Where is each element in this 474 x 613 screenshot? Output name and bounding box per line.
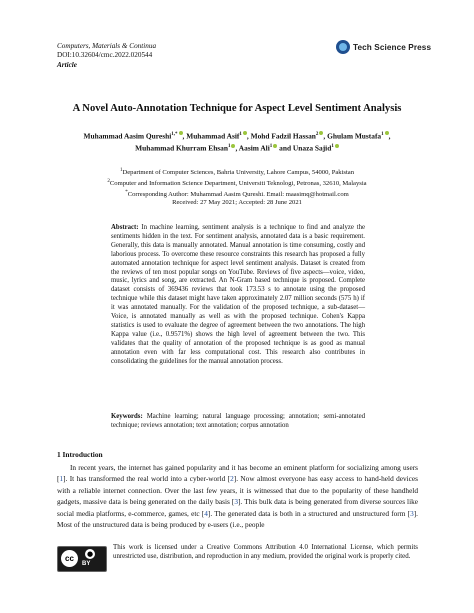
article-type: Article bbox=[57, 60, 77, 69]
orcid-icon[interactable] bbox=[243, 131, 247, 135]
citation-link[interactable]: 1 bbox=[59, 474, 64, 484]
author-sup: 1 bbox=[239, 132, 242, 137]
cc-by-badge[interactable] bbox=[57, 546, 107, 572]
keywords-label: Keywords: bbox=[111, 413, 143, 420]
orcid-icon[interactable] bbox=[179, 131, 183, 135]
affiliation-1: $^1$Department of Computer Sciences, Bahria University, Lahore Campus, 54000, Pakistan bbox=[119, 168, 355, 177]
orcid-icon[interactable] bbox=[273, 144, 277, 148]
cc-icon: cc bbox=[61, 550, 78, 567]
author-name: Muhammad Aasim Qureshi bbox=[83, 131, 172, 141]
author-sup: 1,* bbox=[171, 132, 178, 137]
citation-link[interactable]: 3 bbox=[410, 508, 414, 518]
cc-by-label: BY bbox=[82, 561, 91, 567]
orcid-icon[interactable] bbox=[319, 131, 323, 135]
author-list bbox=[40, 129, 434, 154]
journal-header bbox=[57, 42, 156, 70]
abstract-text: In machine learning, sentiment analysis is a technique to find and analyze the sentiments hidden in the text. For sentiment analysis, annotated data is a basic requirement. Generally, this data is manually annotated. Manual annotation is time consuming, costly and laborious process. To overcome these resource constraints this research has proposed a fully automated annotation technique for aspect level sentiment analysis. Dataset is created from the reviews of ten most popular songs on YouTube. Reviews of five aspects—voice, video, music, lyrics and song, are extracted. An N-Gram based technique is proposed. Complete dataset consists of 369436 reviews that took 173.53 s to annotate using the proposed technique while this dataset might have taken approximately 2.07 million seconds (575 h) if it was annotated manually. For the validation of the proposed technique, a sub-dataset—Voice, is annotated manually as well as with the proposed technique. Cohen's Kappa statistics is used to evaluate the degree of agreement between the two annotations. The high Kappa value (i.e., 0.9571%) shows the high level of agreement between the two. This validates that the quality of annotation of the proposed technique is as good as manual annotation even with far less computational cost. This research also contributes in consolidating the guidelines for the manual annotation process. bbox=[111, 224, 366, 365]
publisher-logo bbox=[336, 40, 431, 54]
author-line-1: Muhammad Aasim Qureshi$^{1,*}$ , Muhammad Asif$^1$ , Mohd Fadzil Hassan$^2$ , Ghulam Mustafa$^1$ , bbox=[83, 131, 391, 141]
tech-science-press-logo-icon bbox=[336, 40, 350, 54]
affiliations bbox=[40, 167, 434, 208]
orcid-icon[interactable] bbox=[231, 144, 235, 148]
paper-title: A Novel Auto-Annotation Technique for Aspect Level Sentiment Analysis bbox=[72, 103, 402, 114]
abstract bbox=[111, 224, 365, 367]
orcid-icon[interactable] bbox=[385, 131, 389, 135]
author-sup: 1 bbox=[269, 144, 273, 150]
journal-name: Computers, Materials & Continua bbox=[57, 42, 157, 50]
affiliation-2: $^2$Computer and Information Science Department, Universiti Teknologi, Petronas, 32610, Malaysia bbox=[107, 178, 367, 187]
author-name: Mohd Fadzil Hassan bbox=[250, 131, 316, 141]
received-accepted-dates: Received: 27 May 2021; Accepted: 28 June 2021 bbox=[172, 199, 302, 207]
author-name: Unaza Sajid bbox=[292, 143, 332, 153]
doi[interactable]: DOI:10.32604/cmc.2022.020544 bbox=[57, 51, 153, 60]
publisher-name: Tech Science Press bbox=[353, 42, 432, 52]
attribution-person-icon: ● bbox=[86, 550, 94, 558]
author-name: Muhammad Khurram Ehsan bbox=[135, 143, 228, 153]
license-text: This work is licensed under a Creative Commons Attribution 4.0 International License, which permits unrestricted use, distribution, and reproduction in any medium, provided the original work is properly cited. bbox=[113, 544, 418, 560]
orcid-icon[interactable] bbox=[335, 144, 339, 148]
keywords-text: Machine learning; natural language processing; annotation; semi-annotated technique; reviews annotation; text annotation; corpus annotation bbox=[111, 413, 365, 429]
corresponding-author: *Corresponding Author: Muhammad Aasim Qureshi. Email: maasimq@hotmail.com bbox=[125, 189, 349, 198]
citation-link[interactable]: 2 bbox=[230, 474, 234, 484]
author-sup: 1 bbox=[381, 132, 384, 137]
author-sup: 2 bbox=[315, 132, 319, 137]
author-sup: 1 bbox=[227, 144, 231, 150]
author-name: Aasim Ali bbox=[238, 143, 270, 153]
intro-paragraph: In recent years, the internet has gained popularity and it has become an eminent platform for socializing among users [1]. It has transformed the real world into a cyber-world [2]. Now almost everyone has easy access to hand-held devices with a reliable internet connection. Over the last few years, it is witnessed that due to the popularity of these handheld gadgets, massive data is being generated on the daily basis [3]. This bulk data is being generated from diverse sources like social media platforms, e-commerce, games, etc [4]. The generated data is both in a structured and unstructured form [3]. Most of the unstructured data is being produced by e-users (i.e., people bbox=[57, 463, 419, 530]
citation-link[interactable]: 4 bbox=[204, 508, 208, 518]
author-line-2: Muhammad Khurram Ehsan$^1$ , Aasim Ali$^1$ and Unaza Sajid$^1$ bbox=[40, 141, 434, 153]
author-name: Ghulam Mustafa bbox=[327, 131, 382, 141]
section-heading: 1 Introduction bbox=[57, 450, 103, 459]
abstract-label: Abstract: bbox=[111, 224, 139, 231]
author-name: Muhammad Asif bbox=[186, 131, 240, 141]
keywords bbox=[111, 413, 365, 431]
author-sup: 1 bbox=[331, 144, 334, 150]
citation-link[interactable]: 3 bbox=[234, 497, 238, 507]
